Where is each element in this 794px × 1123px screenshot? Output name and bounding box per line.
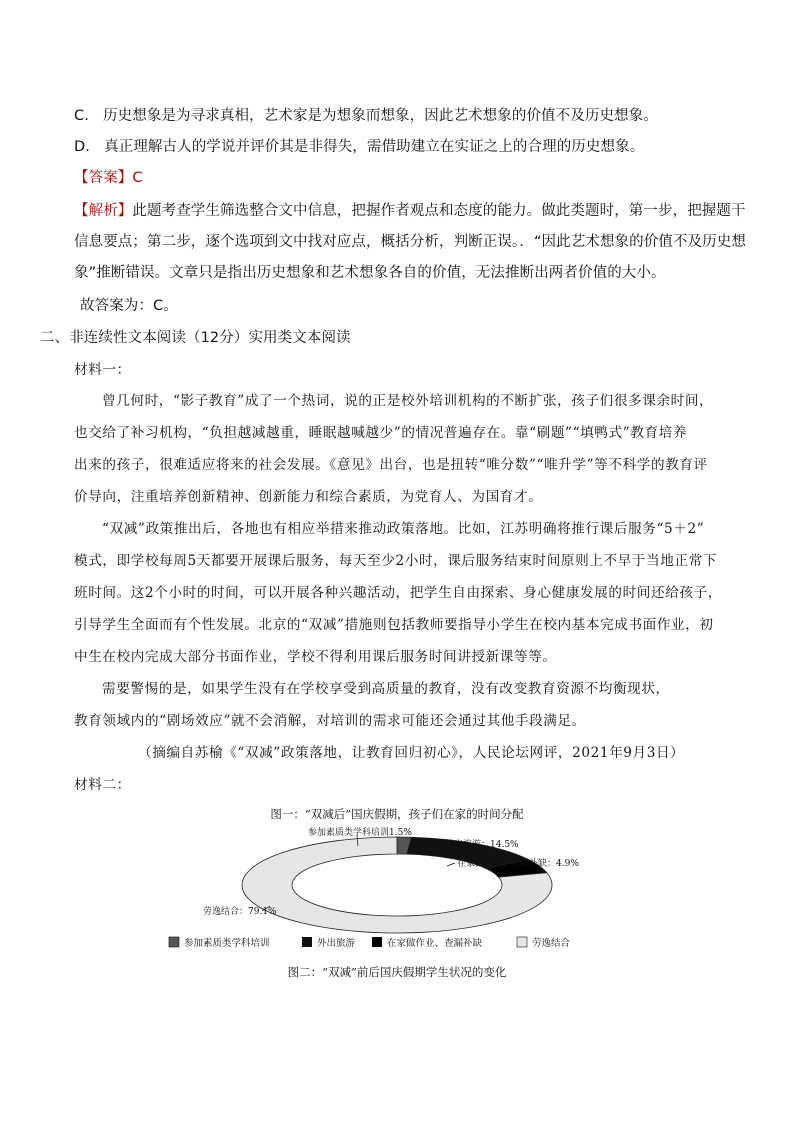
- legend-swatch-training: [169, 937, 179, 947]
- material2-label: 材料二：: [74, 777, 131, 793]
- section2-heading: 二、非连续性文本阅读（12分）实用类文本阅读: [40, 330, 351, 346]
- material1-line: 曾几何时，“影子教育”成了一个热词，说的正是校外培训机构的不断扩张，孩子们很多课余时间，: [102, 393, 714, 409]
- slice-label-travel: 外出旅游：14.5%: [445, 840, 519, 850]
- leader-line-homework: [447, 863, 455, 866]
- legend-label-balance: 劳逸结合: [532, 938, 571, 949]
- slice-label-balance: 劳逸结合：79.1%: [203, 907, 277, 917]
- material1-line: 价导向，注重培养创新精神、创新能力和综合素质，为党育人、为国育才。: [74, 489, 543, 505]
- answer-value: C: [132, 170, 143, 186]
- legend-label-training: 参加素质类学科培训: [184, 938, 270, 949]
- legend-swatch-homework: [372, 937, 382, 947]
- material1-line: 出来的孩子，很难适应将来的社会发展。《意见》出台，也是扭转“唯分数”“唯升学”等不科学的教育评: [74, 457, 708, 473]
- option-c: C. 历史想象是为寻求真相，艺术家是为想象而想象，因此艺术想象的价值不及历史想象。: [74, 108, 658, 124]
- material1-line: 班时间。这2个小时的时间，可以开展各种兴趣活动，把学生自由探索、身心健康发展的时间还给孩子，: [74, 585, 722, 601]
- analysis-conclusion: 故答案为：C。: [80, 298, 178, 314]
- legend-label-homework: 在家做作业、查漏补缺: [387, 938, 483, 949]
- analysis-line-3: 象”推断错误。文章只是指出历史想象和艺术想象各自的价值，无法推断出两者价值的大小。: [74, 265, 666, 281]
- legend-swatch-balance: [517, 937, 527, 947]
- chart-title: 图一：“双减后”国庆假期，孩子们在家的时间分配: [270, 807, 524, 821]
- figure2-title: 图二：“双减”前后国庆假期学生状况的变化: [287, 965, 507, 979]
- material1-line: 需要警惕的是，如果学生没有在学校享受到高质量的教育，没有改变教育资源不均衡现状，: [102, 681, 670, 697]
- material1-line: 教育领域内的“剧场效应”就不会消解，对培训的需求可能还会通过其他手段满足。: [74, 713, 586, 729]
- slice-label-homework: 在家做作业、查漏补缺：4.9%: [457, 859, 579, 869]
- material1-label: 材料一：: [74, 362, 131, 378]
- analysis-text-1: 此题考查学生筛选整合文中信息，把握作者观点和态度的能力。做此类题时，第一步，把握题干: [132, 203, 746, 219]
- analysis-line-2: 信息要点；第二步，逐个选项到文中找对应点，概括分析，判断正误。．“因此艺术想象的价值不及历史想: [74, 234, 746, 250]
- answer-tag: 【答案】: [74, 170, 133, 186]
- donut-slices: [242, 837, 552, 933]
- analysis-tag: 【解析】: [74, 203, 133, 219]
- slice-label-training: 参加素质类学科培训1.5%: [308, 828, 412, 838]
- legend-label-travel: 外出旅游: [317, 938, 356, 949]
- option-d: D. 真正理解古人的学说并评价其是非得失，需借助建立在实证之上的合理的历史想象。: [74, 139, 645, 155]
- material1-line: “双减”政策推出后，各地也有相应举措来推动政策落地。比如，江苏明确将推行课后服务“5＋2”: [102, 521, 705, 537]
- material1-line: 中生在校内完成大部分书面作业，学校不得利用课后服务时间讲授新课等等。: [74, 649, 557, 665]
- material1-citation: （摘编自苏榆《“双减”政策落地，让教育回归初心》，人民论坛网评，2021年9月3日）: [138, 745, 685, 761]
- legend-swatch-travel: [302, 937, 312, 947]
- material1-line: 也交给了补习机构，“负担越减越重，睡眠越喊越少”的情况普遍存在。靠“刷题”“填鸭式”教育培养: [74, 425, 688, 441]
- material1-line: 模式，即学校每周5天都要开展课后服务，每天至少2小时，课后服务结束时间原则上不早于当地正常下: [74, 553, 718, 569]
- material1-line: 引导学生全面而有个性发展。北京的“双减”措施则包括教师要指导小学生在校内基本完成书面作业，初: [74, 617, 714, 633]
